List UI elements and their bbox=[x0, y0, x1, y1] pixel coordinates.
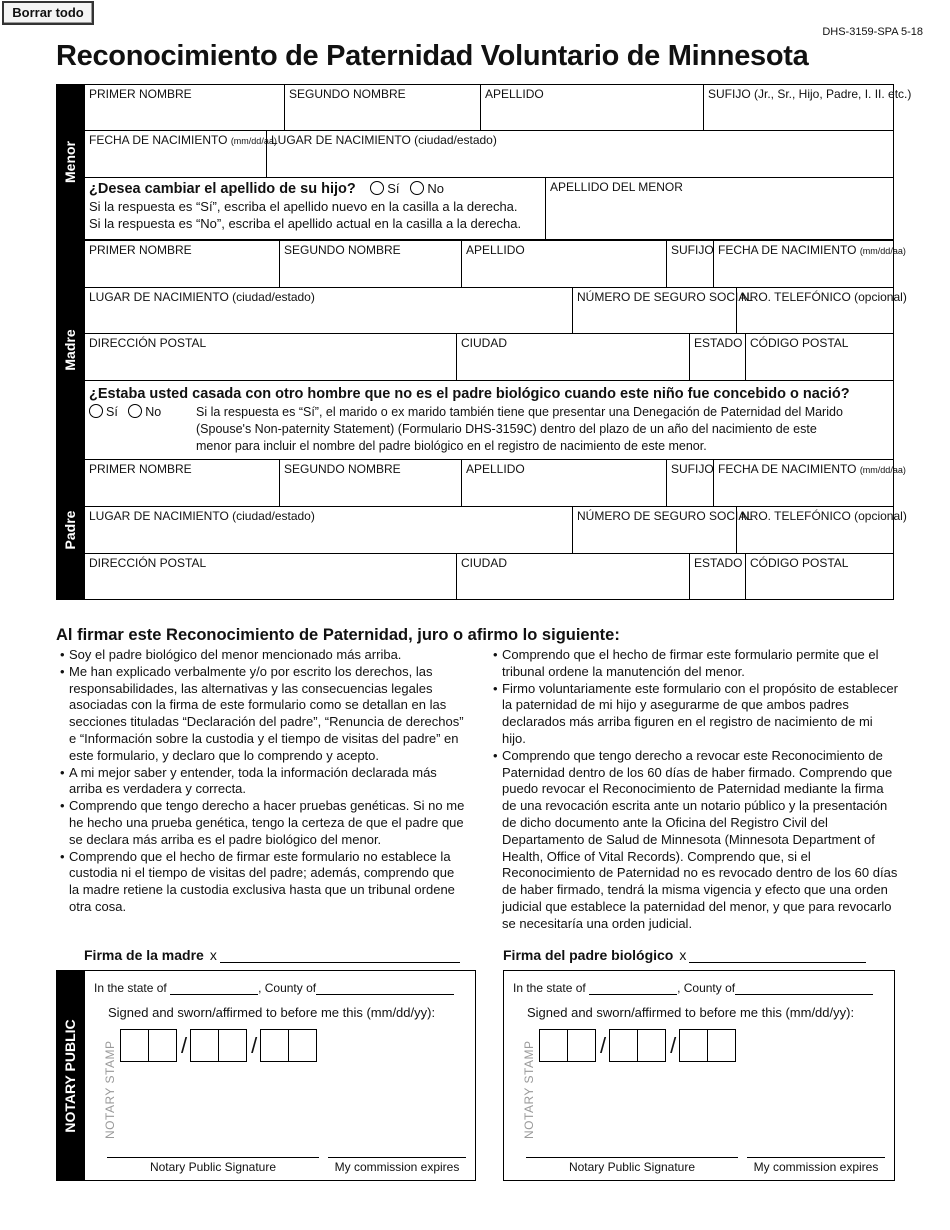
father-signature-line[interactable] bbox=[689, 949, 866, 963]
mother-married-no-label: No bbox=[145, 405, 162, 419]
date-digit-box[interactable] bbox=[260, 1029, 289, 1062]
child-change-yes-note: Si la respuesta es “Sí”, escriba el apellido nuevo en la casilla a la derecha. bbox=[89, 199, 518, 214]
mother-signature-label: Firma de la madre bbox=[84, 947, 204, 963]
father-birthplace-field[interactable] bbox=[84, 506, 573, 554]
child-suffix-label: SUFIJO (Jr., Sr., Hijo, Padre, I. II. etc.) bbox=[708, 87, 912, 101]
father-notary-signature[interactable]: Notary Public Signature bbox=[526, 1157, 738, 1174]
mother-notary-state-label: In the state of bbox=[94, 981, 167, 995]
date-digit-box[interactable] bbox=[218, 1029, 247, 1062]
mother-notary-date bbox=[121, 1029, 317, 1062]
father-last-name-field[interactable] bbox=[461, 459, 667, 507]
mother-suffix-field[interactable] bbox=[666, 240, 714, 288]
father-state-field[interactable] bbox=[689, 553, 746, 600]
mother-ssn-label: NÚMERO DE SEGURO SOCIAL bbox=[577, 290, 754, 304]
father-dob-format: (mm/dd/aa) bbox=[859, 465, 906, 475]
list-item: • Me han explicado verbalmente y/o por escrito los derechos, las responsabilidades, las alternativas y las consecuencias legales asociadas con la firma de este formulario como se detallan en las secciones tituladas “Declaración del padre”, “Renuncia de derechos” e “Información sobre la custodia y el tiempo de visitas del padre” en este formulario, y declaro que lo comprendo y acepto. bbox=[58, 664, 466, 765]
father-signature-label: Firma del padre biológico bbox=[503, 947, 674, 963]
father-dob-label: FECHA DE NACIMIENTO bbox=[718, 462, 857, 476]
mother-dob-field[interactable] bbox=[713, 240, 906, 288]
date-digit-box[interactable] bbox=[148, 1029, 177, 1062]
father-suffix-label: SUFIJO bbox=[671, 462, 714, 476]
father-middle-name-label: SEGUNDO NOMBRE bbox=[284, 462, 401, 476]
list-item: • Comprendo que el hecho de firmar este formulario permite que el tribunal ordene la manutención del menor. bbox=[491, 647, 899, 681]
mother-last-name-field[interactable] bbox=[461, 240, 667, 288]
mother-middle-name-label: SEGUNDO NOMBRE bbox=[284, 243, 401, 257]
mother-city-label: CIUDAD bbox=[461, 336, 508, 350]
list-item: • Comprendo que el hecho de firmar este formulario no establece la custodia ni el tiempo de visitas del padre; además, comprendo que la madre retiene la custodia exclusiva hasta que un tribunal ordene otra cosa. bbox=[58, 849, 466, 916]
mother-signature-x: x bbox=[209, 947, 217, 963]
mother-notary-commission[interactable]: My commission expires bbox=[328, 1157, 466, 1174]
father-notary-box bbox=[503, 970, 895, 1181]
child-middle-name-field[interactable] bbox=[284, 84, 481, 131]
child-change-yes-radio[interactable] bbox=[370, 181, 384, 195]
child-suffix-field[interactable] bbox=[703, 84, 912, 131]
notary-section-label bbox=[56, 970, 84, 1181]
mother-married-note bbox=[196, 404, 892, 455]
father-city-field[interactable] bbox=[456, 553, 690, 600]
date-digit-box[interactable] bbox=[190, 1029, 219, 1062]
child-change-no-label: No bbox=[427, 181, 444, 196]
father-first-name-label: PRIMER NOMBRE bbox=[89, 462, 192, 476]
date-separator: / bbox=[670, 1032, 677, 1058]
mother-zip-label: CÓDIGO POSTAL bbox=[750, 336, 849, 350]
father-birthplace-label: LUGAR DE NACIMIENTO (ciudad/estado) bbox=[89, 509, 315, 523]
father-section-text: Padre bbox=[62, 510, 78, 549]
date-digit-box[interactable] bbox=[679, 1029, 708, 1062]
child-birthplace-label: LUGAR DE NACIMIENTO (ciudad/estado) bbox=[271, 133, 497, 147]
mother-phone-field[interactable] bbox=[736, 287, 907, 334]
child-surname-field[interactable] bbox=[545, 177, 894, 240]
mother-middle-name-field[interactable] bbox=[279, 240, 462, 288]
father-notary-stamp: NOTARY STAMP bbox=[522, 1040, 536, 1139]
child-change-no-note: Si la respuesta es “No”, escriba el apellido actual en la casilla a la derecha. bbox=[89, 216, 522, 231]
date-digit-box[interactable] bbox=[539, 1029, 568, 1062]
mother-married-question-text: ¿Estaba usted casada con otro hombre que no es el padre biológico cuando este niño fue concebido o nació? bbox=[89, 386, 850, 402]
date-digit-box[interactable] bbox=[707, 1029, 736, 1062]
father-zip-field[interactable] bbox=[745, 553, 894, 600]
father-state-label: ESTADO bbox=[694, 556, 743, 570]
father-first-name-field[interactable] bbox=[84, 459, 280, 507]
mother-married-note-3: menor para incluir el nombre del padre biológico en el registro de nacimiento de este menor. bbox=[196, 439, 707, 453]
father-phone-field[interactable] bbox=[736, 506, 907, 554]
mother-suffix-label: SUFIJO bbox=[671, 243, 714, 257]
child-dob-label: FECHA DE NACIMIENTO bbox=[89, 133, 228, 147]
father-notary-date bbox=[540, 1029, 736, 1062]
mother-dob-format: (mm/dd/aa) bbox=[859, 246, 906, 256]
mother-married-note-2: (Spouse's Non-paternity Statement) (Formulario DHS-3159C) dentro del plazo de un año del nacimiento de este bbox=[196, 422, 817, 436]
list-item: • Soy el padre biológico del menor mencionado más arriba. bbox=[58, 647, 466, 664]
father-dob-field[interactable] bbox=[713, 459, 906, 507]
mother-notary-box bbox=[84, 970, 476, 1181]
mother-married-options bbox=[89, 404, 161, 421]
father-ssn-label: NÚMERO DE SEGURO SOCIAL bbox=[577, 509, 754, 523]
child-section-label bbox=[56, 84, 84, 240]
mother-notary-location bbox=[94, 981, 454, 995]
mother-signature-line[interactable] bbox=[220, 949, 460, 963]
child-dob-format: (mm/dd/aa) bbox=[230, 136, 277, 146]
child-last-name-label: APELLIDO bbox=[485, 87, 544, 101]
child-section-text: Menor bbox=[62, 141, 78, 183]
father-notary-county-label: , County of bbox=[677, 981, 736, 995]
date-separator: / bbox=[181, 1032, 188, 1058]
mother-first-name-label: PRIMER NOMBRE bbox=[89, 243, 192, 257]
mother-notary-signature[interactable]: Notary Public Signature bbox=[107, 1157, 319, 1174]
father-notary-commission[interactable]: My commission expires bbox=[747, 1157, 885, 1174]
mother-city-field[interactable] bbox=[456, 333, 690, 381]
mother-birthplace-label: LUGAR DE NACIMIENTO (ciudad/estado) bbox=[89, 290, 315, 304]
date-digit-box[interactable] bbox=[637, 1029, 666, 1062]
date-separator: / bbox=[600, 1032, 607, 1058]
mother-married-question bbox=[89, 385, 889, 403]
date-digit-box[interactable] bbox=[120, 1029, 149, 1062]
child-surname-label: APELLIDO DEL MENOR bbox=[550, 180, 683, 194]
form-code: DHS-3159-SPA 5-18 bbox=[822, 26, 923, 38]
mother-married-no-radio[interactable] bbox=[128, 404, 142, 418]
oath-left-list bbox=[58, 647, 466, 916]
mother-notary-sworn: Signed and sworn/affirmed to before me this (mm/dd/yy): bbox=[108, 1005, 436, 1020]
mother-notary-state-input[interactable] bbox=[170, 983, 258, 995]
notary-section-text: NOTARY PUBLIC bbox=[62, 1018, 78, 1133]
father-phone-label: NRO. TELEFÓNICO (opcional) bbox=[741, 509, 907, 523]
mother-first-name-field[interactable] bbox=[84, 240, 280, 288]
mother-phone-label: NRO. TELEFÓNICO (opcional) bbox=[741, 290, 907, 304]
father-notary-location bbox=[513, 981, 873, 995]
father-address-field[interactable] bbox=[84, 553, 457, 600]
child-first-name-field[interactable] bbox=[84, 84, 285, 131]
list-item: • A mi mejor saber y entender, toda la información declarada más arriba es verdadera y correcta. bbox=[58, 765, 466, 799]
mother-section-label bbox=[56, 240, 84, 460]
oath-right-list bbox=[491, 647, 899, 933]
mother-address-label: DIRECCIÓN POSTAL bbox=[89, 336, 207, 350]
father-notary-county-input[interactable] bbox=[735, 983, 873, 995]
clear-all-button[interactable]: Borrar todo bbox=[2, 1, 94, 25]
oath-title: Al firmar este Reconocimiento de Paternidad, juro o afirmo lo siguiente: bbox=[56, 626, 620, 644]
child-change-yes-label: Sí bbox=[387, 181, 400, 196]
father-signature-x: x bbox=[679, 947, 687, 963]
mother-married-yes-radio[interactable] bbox=[89, 404, 103, 418]
mother-married-yes-label: Sí bbox=[106, 405, 118, 419]
list-item: • Comprendo que tengo derecho a hacer pruebas genéticas. Si no me he hecho una prueba genética, tengo la certeza de que el padre que se declara más arriba es el padre biológico del menor. bbox=[58, 798, 466, 848]
date-digit-box[interactable] bbox=[609, 1029, 638, 1062]
father-notary-sworn: Signed and sworn/affirmed to before me this (mm/dd/yy): bbox=[527, 1005, 855, 1020]
mother-married-note-1: Si la respuesta es “Sí”, el marido o ex marido también tiene que presentar una Denegación de Paternidad del Marido bbox=[196, 405, 843, 419]
father-middle-name-field[interactable] bbox=[279, 459, 462, 507]
father-notary-state-input[interactable] bbox=[589, 983, 677, 995]
child-change-question-text: ¿Desea cambiar el apellido de su hijo? bbox=[89, 181, 356, 197]
mother-notary-county-label: , County of bbox=[258, 981, 317, 995]
mother-notary-county-input[interactable] bbox=[316, 983, 454, 995]
child-birthplace-field[interactable] bbox=[266, 130, 894, 178]
child-middle-name-label: SEGUNDO NOMBRE bbox=[289, 87, 406, 101]
father-section-label bbox=[56, 459, 84, 600]
date-digit-box[interactable] bbox=[288, 1029, 317, 1062]
mother-zip-field[interactable] bbox=[745, 333, 894, 381]
father-city-label: CIUDAD bbox=[461, 556, 508, 570]
mother-ssn-field[interactable] bbox=[572, 287, 754, 334]
father-signature bbox=[503, 947, 866, 963]
mother-address-field[interactable] bbox=[84, 333, 457, 381]
date-digit-box[interactable] bbox=[567, 1029, 596, 1062]
mother-dob-label: FECHA DE NACIMIENTO bbox=[718, 243, 857, 257]
mother-birthplace-field[interactable] bbox=[84, 287, 573, 334]
child-dob-field[interactable] bbox=[84, 130, 277, 178]
mother-notary-stamp: NOTARY STAMP bbox=[103, 1040, 117, 1139]
list-item: • Comprendo que tengo derecho a revocar este Reconocimiento de Paternidad dentro de los 60 días de haber firmado. Comprendo que puedo revocar el Reconocimiento de Paternidad mediante la firma de una revocación escrita ante un notario público y la presentación de dicho documento ante la Oficina del Registro Civil del Departamento de Salud de Minnesota (Minnesota Department of Health, Office of Vital Records). Comprendo que, si el Reconocimiento de Paternidad no es revocado dentro de los 60 días de haber firmado, tendrá la misma vigencia y efecto que una orden judicial que establece la paternidad del menor, y que para revocarlo se necesitaría una orden judicial. bbox=[491, 748, 899, 933]
father-ssn-field[interactable] bbox=[572, 506, 754, 554]
father-notary-state-label: In the state of bbox=[513, 981, 586, 995]
child-last-name-field[interactable] bbox=[480, 84, 704, 131]
child-change-question bbox=[89, 180, 544, 232]
mother-state-field[interactable] bbox=[689, 333, 746, 381]
father-address-label: DIRECCIÓN POSTAL bbox=[89, 556, 207, 570]
father-zip-label: CÓDIGO POSTAL bbox=[750, 556, 849, 570]
mother-state-label: ESTADO bbox=[694, 336, 743, 350]
child-change-no-radio[interactable] bbox=[410, 181, 424, 195]
mother-section-text: Madre bbox=[62, 329, 78, 371]
child-first-name-label: PRIMER NOMBRE bbox=[89, 87, 192, 101]
date-separator: / bbox=[251, 1032, 258, 1058]
mother-signature bbox=[84, 947, 460, 963]
page-title: Reconocimiento de Paternidad Voluntario de Minnesota bbox=[56, 40, 809, 72]
list-item: • Firmo voluntariamente este formulario con el propósito de establecer la paternidad de mi hijo y asegurarme de que ambos padres declarados más arriba figuren en el registro de nacimiento de mi hijo. bbox=[491, 681, 899, 748]
mother-last-name-label: APELLIDO bbox=[466, 243, 525, 257]
father-suffix-field[interactable] bbox=[666, 459, 714, 507]
father-last-name-label: APELLIDO bbox=[466, 462, 525, 476]
